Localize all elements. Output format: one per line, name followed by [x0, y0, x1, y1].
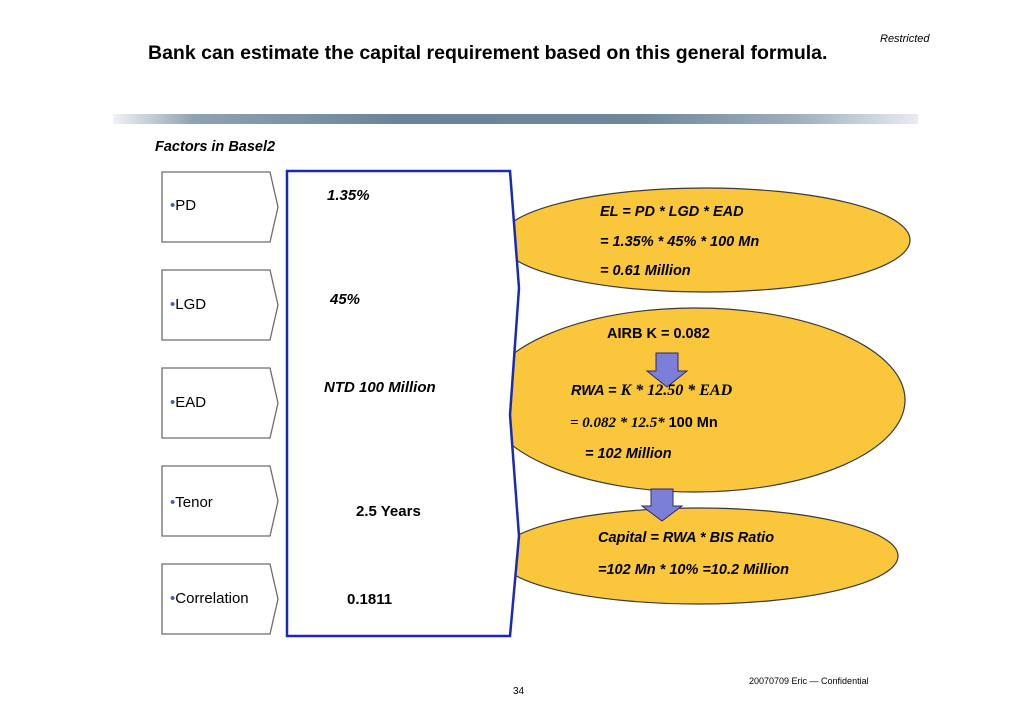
page-number: 34	[513, 686, 525, 697]
factor-label-correlation	[170, 590, 249, 607]
factor-value-lgd: 45%	[330, 291, 361, 308]
airb-k-label: AIRB K = 0.082	[607, 326, 710, 342]
bullet: •	[170, 296, 176, 313]
rwa-formula-prefix: RWA =	[571, 383, 621, 399]
factor-name: LGD	[175, 296, 207, 313]
page-title: Bank can estimate the capital requirement based on this general formula.	[148, 42, 828, 64]
bullet: •	[170, 494, 176, 511]
factor-name: PD	[175, 197, 197, 214]
title-divider	[113, 114, 918, 124]
rwa-formula-rest: K * 12.50 * EAD	[620, 382, 733, 399]
factor-value-ead: NTD 100 Million	[324, 379, 436, 396]
bullet: •	[170, 394, 176, 411]
bullet: •	[170, 197, 176, 214]
capital-formula: Capital = RWA * BIS Ratio	[598, 530, 775, 546]
factor-value-correlation: 0.1811	[347, 591, 393, 608]
factor-value-panel	[287, 171, 519, 636]
factors-heading: Factors in Basel2	[155, 139, 276, 155]
rwa-calc-rest: 100 Mn	[668, 415, 718, 431]
factor-name: EAD	[175, 394, 207, 411]
factor-name: Tenor	[175, 494, 213, 511]
el-formula: EL = PD * LGD * EAD	[600, 204, 744, 220]
el-calc: = 1.35% * 45% * 100 Mn	[600, 234, 760, 250]
factor-label-lgd	[170, 296, 206, 313]
capital-ellipse	[498, 508, 898, 604]
rwa-formula	[571, 382, 732, 400]
factor-label-pd	[170, 197, 196, 214]
factor-name: Correlation	[175, 590, 249, 607]
factor-label-tenor	[170, 494, 213, 511]
factor-value-tenor: 2.5 Years	[356, 503, 421, 520]
factor-value-pd: 1.35%	[327, 187, 370, 204]
footer-confidential: 20070709 Eric — Confidential	[749, 676, 869, 686]
bullet: •	[170, 590, 176, 607]
restricted-label: Restricted	[880, 33, 930, 45]
rwa-result: = 102 Million	[585, 446, 672, 462]
factor-label-ead	[170, 394, 206, 411]
rwa-calc	[570, 415, 718, 432]
rwa-calc-prefix: = 0.082 * 12.5*	[570, 415, 669, 431]
el-result: = 0.61 Million	[600, 263, 691, 279]
capital-calc: =102 Mn * 10% =10.2 Million	[598, 562, 789, 578]
